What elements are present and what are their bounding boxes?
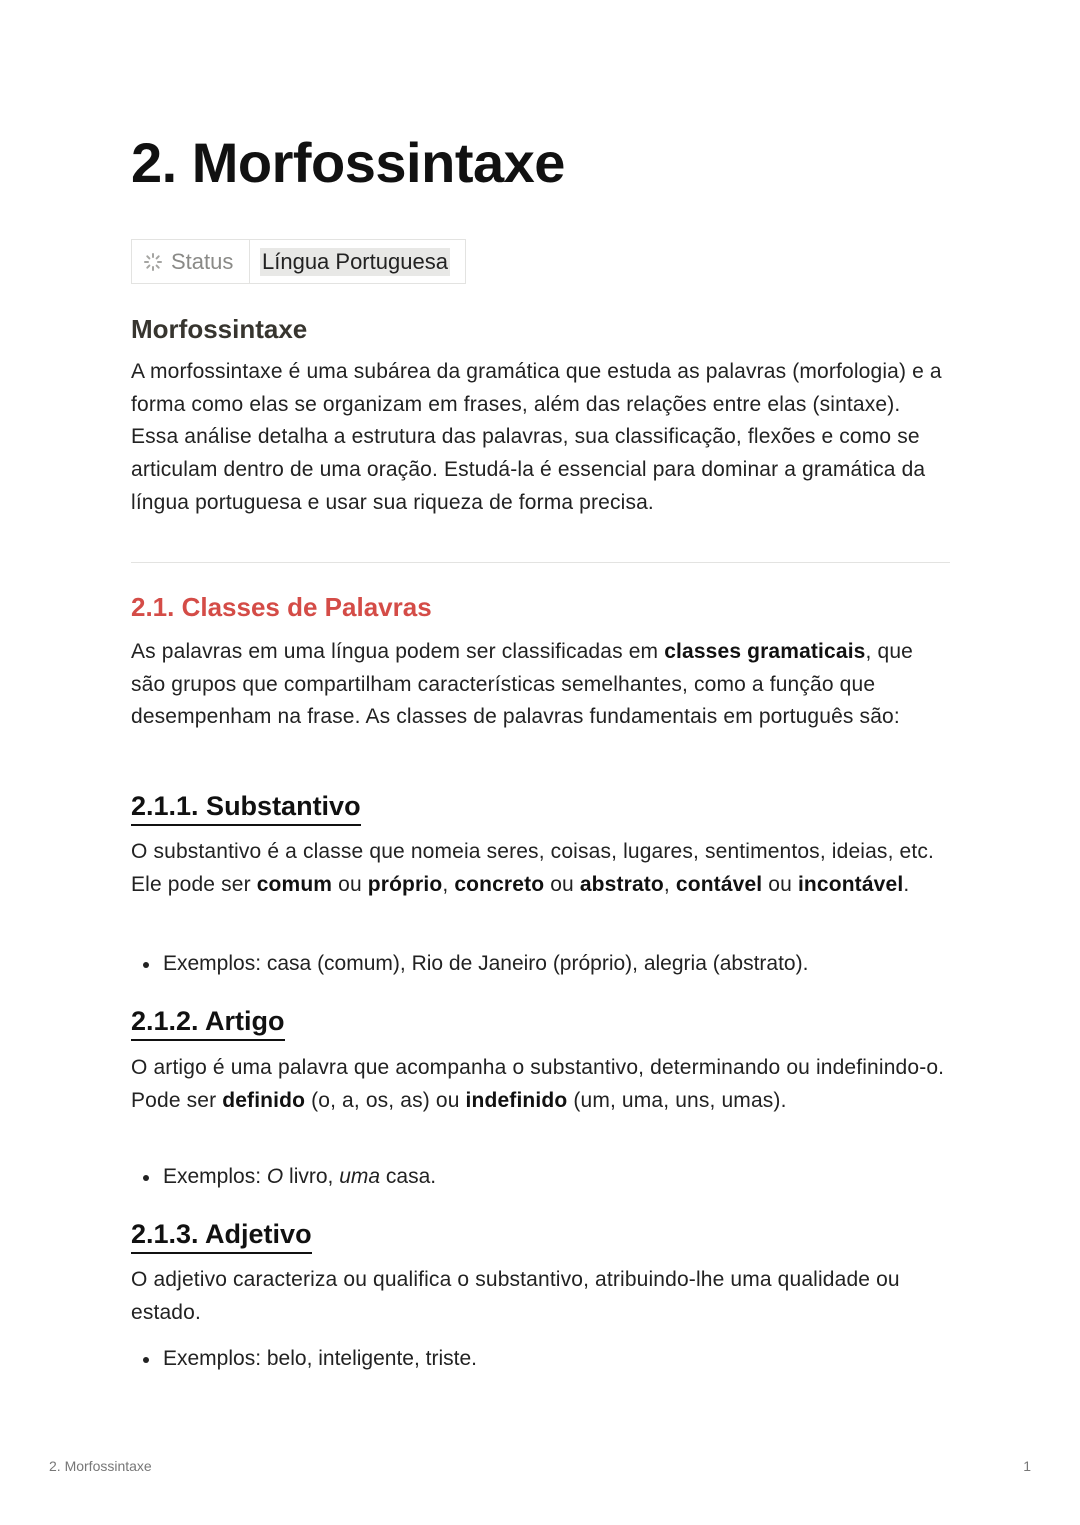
bold-text: classes gramaticais [664,640,866,663]
bold-text: incontável [797,872,904,896]
artigo-bullet [143,1161,436,1193]
bold-text: abstrato [579,872,664,896]
text-run: (o, a, os, as) ou [305,1088,466,1112]
bold-text: indefinido [465,1088,568,1112]
text-run: ou [762,872,798,896]
text-run: (um, uma, uns, umas). [567,1088,787,1112]
status-label: Status [171,248,234,274]
text-run: O substantivo é a classe que nomeia seres, coisas, lugares, sentimentos, ideias, etc. Ele pode ser [131,840,934,896]
bold-text: próprio [367,872,443,896]
status-value-cell[interactable] [250,240,460,283]
status-property [131,239,466,284]
text-run: . [903,872,910,896]
subheading-substantivo: 2.1.1. Substantivo [131,789,361,826]
text-run: A morfossintaxe é uma subárea da gramática que estuda as palavras (morfologia) e a forma como elas se organizam em frases, além das relações entre elas (sintaxe). Essa análise detalha a estrutura das palavras, sua classificação, flexões e como se articulam dentro de uma oração. Estudá-la é essencial para dominar a gramática da língua portuguesa e usar sua riqueza de forma precisa. [131,360,942,514]
section-heading-classes: 2.1. Classes de Palavras [131,592,432,622]
bold-text: comum [256,872,333,896]
status-property-label [132,240,250,283]
italic-text: uma [339,1165,381,1188]
italic-text: O [266,1165,284,1188]
text-run: livro, [283,1165,340,1188]
text-run: O artigo é uma palavra que acompanha o substantivo, determinando ou indefinindo-o. Pode ser [131,1056,945,1112]
text-run: Exemplos: belo, inteligente, triste. [163,1347,477,1370]
footer-page-number: 1 [1023,1458,1031,1474]
bullet-text [163,1161,436,1193]
subheading-artigo: 2.1.2. Artigo [131,1004,285,1041]
text-run: ou [332,872,368,896]
footer-doc-title: 2. Morfossintaxe [49,1458,152,1474]
bullet-dot-icon [143,962,149,968]
text-run: As palavras em uma língua podem ser classificadas em [131,640,665,663]
text-run: ou [544,872,580,896]
text-run: O adjetivo caracteriza ou qualifica o substantivo, atribuindo-lhe uma qualidade ou estado. [131,1268,900,1324]
bullet-dot-icon [143,1175,149,1181]
status-value-tag: Língua Portuguesa [262,248,448,274]
adjetivo-bullet [143,1343,477,1375]
page-title: 2. Morfossintaxe [131,131,565,194]
section-heading-morfossintaxe: Morfossintaxe [131,314,308,344]
text-run: , [663,872,676,896]
bullet-text [163,948,808,980]
bold-text: definido [222,1088,306,1112]
text-run: , que são grupos que compartilham características semelhantes, como a função que desempenham na frase. As classes de palavras fundamentais em português são: [131,640,913,729]
adjetivo-paragraph [131,1264,953,1329]
divider [131,562,950,563]
artigo-paragraph [131,1052,953,1117]
substantivo-bullet [143,948,808,980]
bullet-dot-icon [143,1357,149,1363]
intro-paragraph [131,356,953,520]
text-run: Exemplos: casa (comum), Rio de Janeiro (próprio), alegria (abstrato). [163,952,809,975]
bold-text: concreto [454,872,545,896]
substantivo-paragraph [131,836,953,901]
text-run: , [442,872,455,896]
classes-paragraph [131,636,953,734]
text-run: casa. [380,1165,437,1188]
text-run: Exemplos: [163,1165,267,1188]
bold-text: contável [675,872,763,896]
status-spinner-icon [143,252,163,272]
subheading-adjetivo: 2.1.3. Adjetivo [131,1217,312,1254]
bullet-text [163,1343,477,1375]
